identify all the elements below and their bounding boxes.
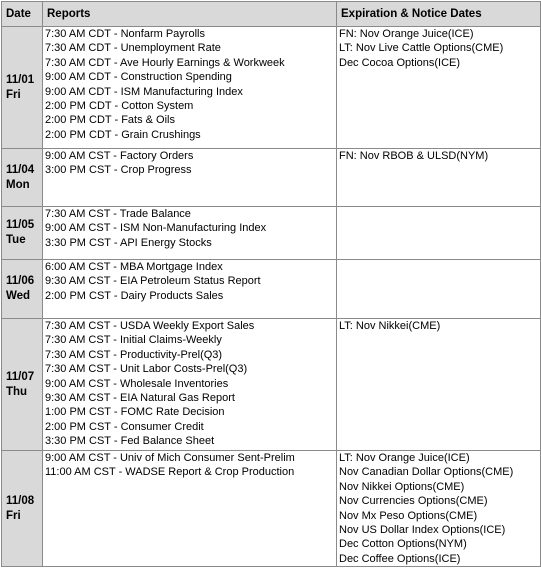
report-item: 9:00 AM CST - ISM Non-Manufacturing Index bbox=[45, 222, 267, 235]
report-item: 9:30 AM CST - EIA Natural Gas Report bbox=[45, 391, 235, 404]
notice-item: Nov Mx Peso Options(CME) bbox=[339, 509, 478, 522]
notice-item: Dec Cocoa Options(ICE) bbox=[339, 56, 461, 69]
header-expiration-notice: Expiration & Notice Dates bbox=[337, 2, 541, 27]
report-item: 7:30 AM CST - USDA Weekly Export Sales bbox=[45, 320, 255, 332]
notice-item: LT: Nov Live Cattle Options(CME) bbox=[339, 42, 504, 55]
weekday-label: Wed bbox=[6, 290, 31, 302]
report-item: 11:00 AM CST - WADSE Report & Crop Production bbox=[45, 466, 295, 479]
notice-item: FN: Nov Orange Juice(ICE) bbox=[339, 28, 474, 40]
date-label: 11/06 bbox=[6, 275, 35, 287]
report-item: 2:00 PM CST - Consumer Credit bbox=[45, 420, 204, 433]
date-label: 11/04 bbox=[6, 163, 35, 176]
date-cell bbox=[2, 260, 43, 319]
report-item: 7:30 AM CDT - Ave Hourly Earnings & Workweek bbox=[45, 56, 285, 69]
weekday-label: Fri bbox=[6, 88, 21, 101]
notice-item: FN: Nov RBOB & ULSD(NYM) bbox=[339, 150, 489, 162]
reports-cell bbox=[43, 260, 337, 319]
economic-calendar-table bbox=[1, 1, 541, 567]
report-item: 6:00 AM CST - MBA Mortgage Index bbox=[45, 261, 223, 273]
report-item: 9:00 AM CST - Factory Orders bbox=[45, 150, 194, 162]
report-item: 3:00 PM CST - Crop Progress bbox=[45, 164, 192, 177]
report-item: 9:00 AM CDT - ISM Manufacturing Index bbox=[45, 85, 243, 98]
report-item: 7:30 AM CST - Trade Balance bbox=[45, 208, 191, 220]
notice-item: Dec Coffee Options(ICE) bbox=[339, 552, 461, 565]
header-date: Date bbox=[2, 2, 43, 27]
notices-cell bbox=[337, 27, 541, 149]
date-label: 11/08 bbox=[6, 494, 35, 507]
date-cell bbox=[2, 27, 43, 149]
date-cell bbox=[2, 149, 43, 207]
table-row bbox=[2, 27, 541, 149]
notice-item: Nov Nikkei Options(CME) bbox=[339, 480, 465, 493]
reports-cell bbox=[43, 451, 337, 567]
date-cell bbox=[2, 207, 43, 260]
reports-cell bbox=[43, 207, 337, 260]
notices-cell bbox=[337, 451, 541, 567]
date-cell bbox=[2, 319, 43, 451]
reports-cell bbox=[43, 149, 337, 207]
weekday-label: Thu bbox=[6, 385, 28, 398]
table-row bbox=[2, 149, 541, 207]
notice-item: LT: Nov Nikkei(CME) bbox=[339, 320, 441, 332]
date-label: 11/07 bbox=[6, 370, 35, 383]
notice-item: LT: Nov Orange Juice(ICE) bbox=[339, 452, 470, 464]
report-item: 7:30 AM CST - Unit Labor Costs-Prel(Q3) bbox=[45, 363, 248, 376]
report-item: 7:30 AM CST - Productivity-Prel(Q3) bbox=[45, 348, 223, 361]
notices-cell bbox=[337, 319, 541, 451]
report-item: 3:30 PM CST - Fed Balance Sheet bbox=[45, 435, 215, 448]
report-item: 7:30 AM CDT - Unemployment Rate bbox=[45, 42, 221, 55]
weekday-label: Fri bbox=[6, 509, 21, 522]
notices-cell bbox=[337, 260, 541, 319]
notice-item: Nov Currencies Options(CME) bbox=[339, 495, 488, 508]
report-item: 9:00 AM CDT - Construction Spending bbox=[45, 71, 232, 84]
report-item: 2:00 PM CDT - Grain Crushings bbox=[45, 128, 201, 141]
report-item: 9:30 AM CST - EIA Petroleum Status Report bbox=[45, 275, 261, 288]
report-item: 9:00 AM CST - Wholesale Inventories bbox=[45, 377, 229, 390]
report-item: 2:00 PM CST - Dairy Products Sales bbox=[45, 289, 224, 302]
report-item: 2:00 PM CDT - Cotton System bbox=[45, 99, 194, 112]
report-item: 3:30 PM CST - API Energy Stocks bbox=[45, 236, 212, 249]
weekday-label: Tue bbox=[6, 234, 26, 246]
header-row bbox=[2, 2, 541, 27]
table-row bbox=[2, 319, 541, 451]
reports-cell bbox=[43, 27, 337, 149]
notices-cell bbox=[337, 149, 541, 207]
date-label: 11/05 bbox=[6, 219, 35, 231]
report-item: 9:00 AM CST - Univ of Mich Consumer Sent-Prelim bbox=[45, 452, 295, 464]
report-item: 7:30 AM CDT - Nonfarm Payrolls bbox=[45, 28, 205, 40]
notices-cell bbox=[337, 207, 541, 260]
date-label: 11/01 bbox=[6, 73, 35, 86]
table-row bbox=[2, 451, 541, 567]
header-reports: Reports bbox=[43, 2, 337, 27]
weekday-label: Mon bbox=[6, 178, 30, 191]
table-row bbox=[2, 260, 541, 319]
report-item: 1:00 PM CST - FOMC Rate Decision bbox=[45, 406, 225, 419]
date-cell bbox=[2, 451, 43, 567]
report-item: 7:30 AM CST - Initial Claims-Weekly bbox=[45, 334, 222, 347]
notice-item: Dec Cotton Options(NYM) bbox=[339, 538, 467, 551]
reports-cell bbox=[43, 319, 337, 451]
notice-item: Nov Canadian Dollar Options(CME) bbox=[339, 466, 514, 479]
report-item: 2:00 PM CDT - Fats & Oils bbox=[45, 114, 175, 127]
notice-item: Nov US Dollar Index Options(ICE) bbox=[339, 523, 506, 536]
table-row bbox=[2, 207, 541, 260]
